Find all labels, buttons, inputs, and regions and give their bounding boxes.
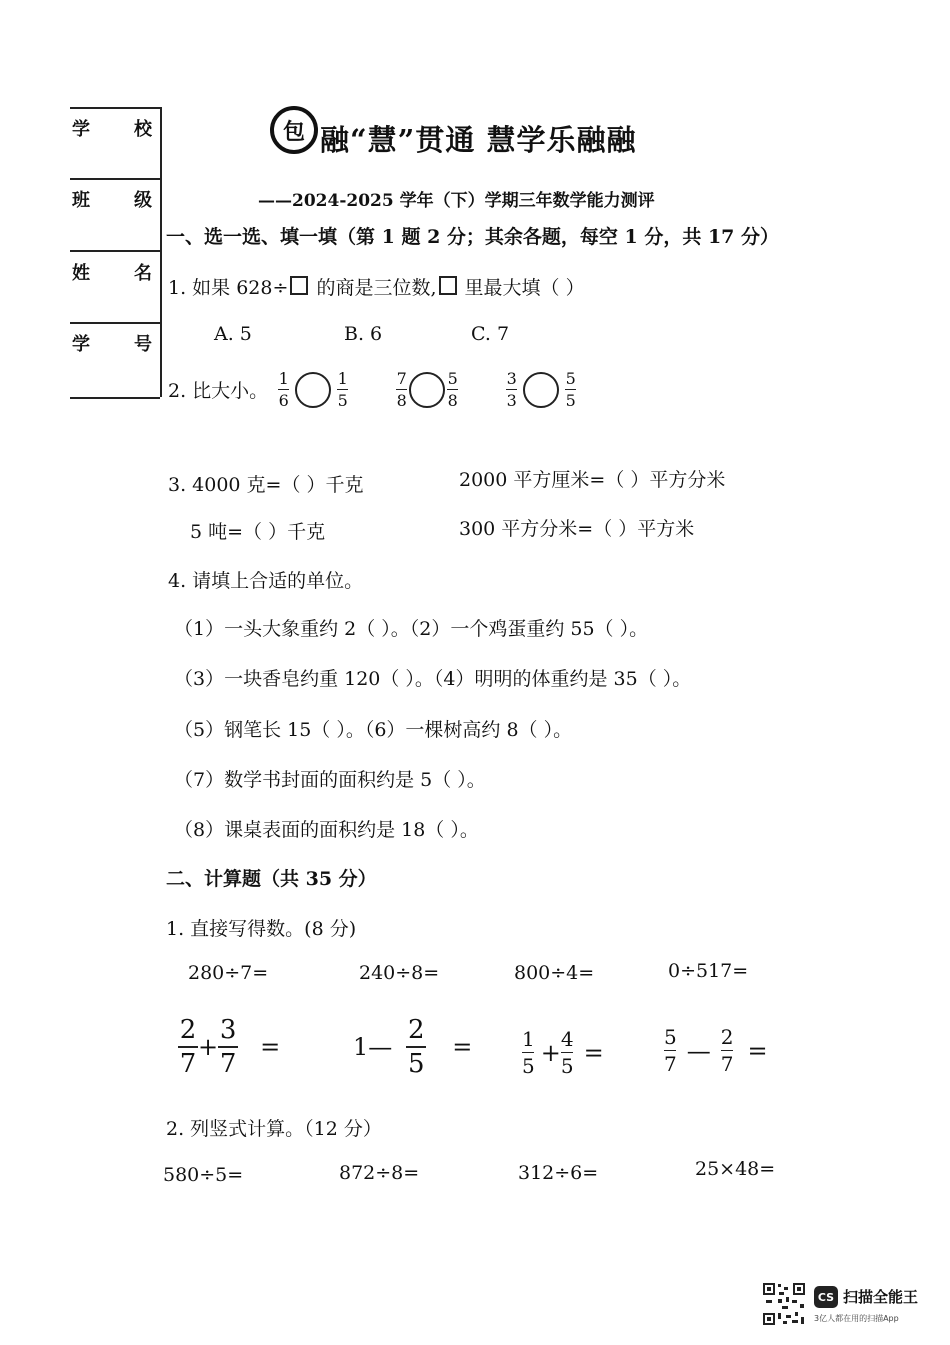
vertical-calc: 580÷5= [163,1164,244,1186]
mental-calc: 0÷517= [668,960,749,982]
vertical-calc: 872÷8= [339,1162,420,1184]
question-4-line: （3）一块香皂约重 120（ ）。（4）明明的体重约是 35（ ）。 [174,668,692,690]
fraction: $\frac{3}{3}$ [506,369,517,410]
calc-q2-label: 2. 列竖式计算。（12 分） [166,1118,382,1140]
qr-code-icon [762,1282,806,1326]
fraction: $\frac{5}{5}$ [565,369,576,410]
question-3-item-3: 5 吨=（ ）千克 [190,521,326,543]
question-3-item-2: 2000 平方厘米=（ ）平方分米 [459,469,726,491]
fraction: $\frac{7}{8}$ [396,369,407,410]
question-4-line: （1）一头大象重约 2（ ）。（2）一个鸡蛋重约 55（ ）。 [174,618,649,640]
page-title: 融“慧”贯通 慧学乐融融 [320,123,637,157]
school-logo-icon: 包 [270,106,318,154]
blank-box-icon [290,276,308,295]
vertical-calc: 312÷6= [518,1162,599,1184]
q1-option-b: B. 6 [344,323,383,345]
camscanner-logo-icon: CS [814,1286,838,1308]
student-number-label: 学 号 [72,334,152,355]
calc-q1-label: 1. 直接写得数。(8 分) [166,918,357,940]
fraction: $\frac{5}{8}$ [447,369,458,410]
compare-circle-icon [295,372,331,408]
fraction-calc: $\frac{1}{5}$ + $\frac{4}{5}$ = [522,1027,604,1078]
question-4-line: （5）钢笔长 15（ ）。（6）一棵树高约 8（ ）。 [174,719,573,741]
fraction: $\frac{1}{6}$ [278,369,289,410]
scanner-tagline: 3亿人都在用的扫描App [814,1314,899,1323]
question-4-label: 4. 请填上合适的单位。 [168,570,364,592]
section1-heading: 一、选一选、填一填（第 1 题 2 分；其余各题，每空 1 分，共 17 分） [166,226,780,248]
fraction-calc: $\frac{2}{7}$ + $\frac{3}{7}$ = [179,1015,281,1079]
mental-calc: 800÷4= [514,962,595,984]
class-label: 班 级 [72,190,152,211]
mental-calc: 280÷7= [188,962,269,984]
question-2: 2. 比大小。 $\frac{1}{6}$ $\frac{1}{5}$ $\frac{7}{8}$ $\frac{5}{8}$ $\frac{3}{3}$ $\frac{5}{5}$ [168,369,576,410]
question-4-line: （8）课桌表面的面积约是 18（ ）。 [174,819,479,841]
question-3-item-4: 300 平方分米=（ ）平方米 [459,518,695,540]
fraction-calc: $\frac{5}{7}$ — $\frac{2}{7}$ = [664,1025,768,1076]
compare-circle-icon [409,372,445,408]
blank-box-icon [439,276,457,295]
scanner-app-name: 扫描全能王 [843,1288,919,1306]
vertical-calc: 25×48= [695,1158,776,1180]
fraction: $\frac{1}{5}$ [337,369,348,410]
compare-circle-icon [523,372,559,408]
question-3-item-1: 3. 4000 克=（ ）千克 [168,474,364,496]
fraction-calc: 1— $\frac{2}{5}$ = [353,1015,473,1079]
question-4-line: （7）数学书封面的面积约是 5（ ）。 [174,769,486,791]
school-label: 学 校 [72,119,152,140]
mental-calc: 240÷8= [359,962,440,984]
question-1: 1. 如果 628÷ 的商是三位数, 里最大填（ ） [168,277,585,299]
page-subtitle: ——2024-2025 学年（下）学期三年数学能力测评 [258,191,655,211]
q1-option-a: A. 5 [214,323,252,345]
section2-heading: 二、计算题（共 35 分） [166,868,377,890]
name-label: 姓 名 [72,263,152,284]
q1-option-c: C. 7 [471,323,510,345]
